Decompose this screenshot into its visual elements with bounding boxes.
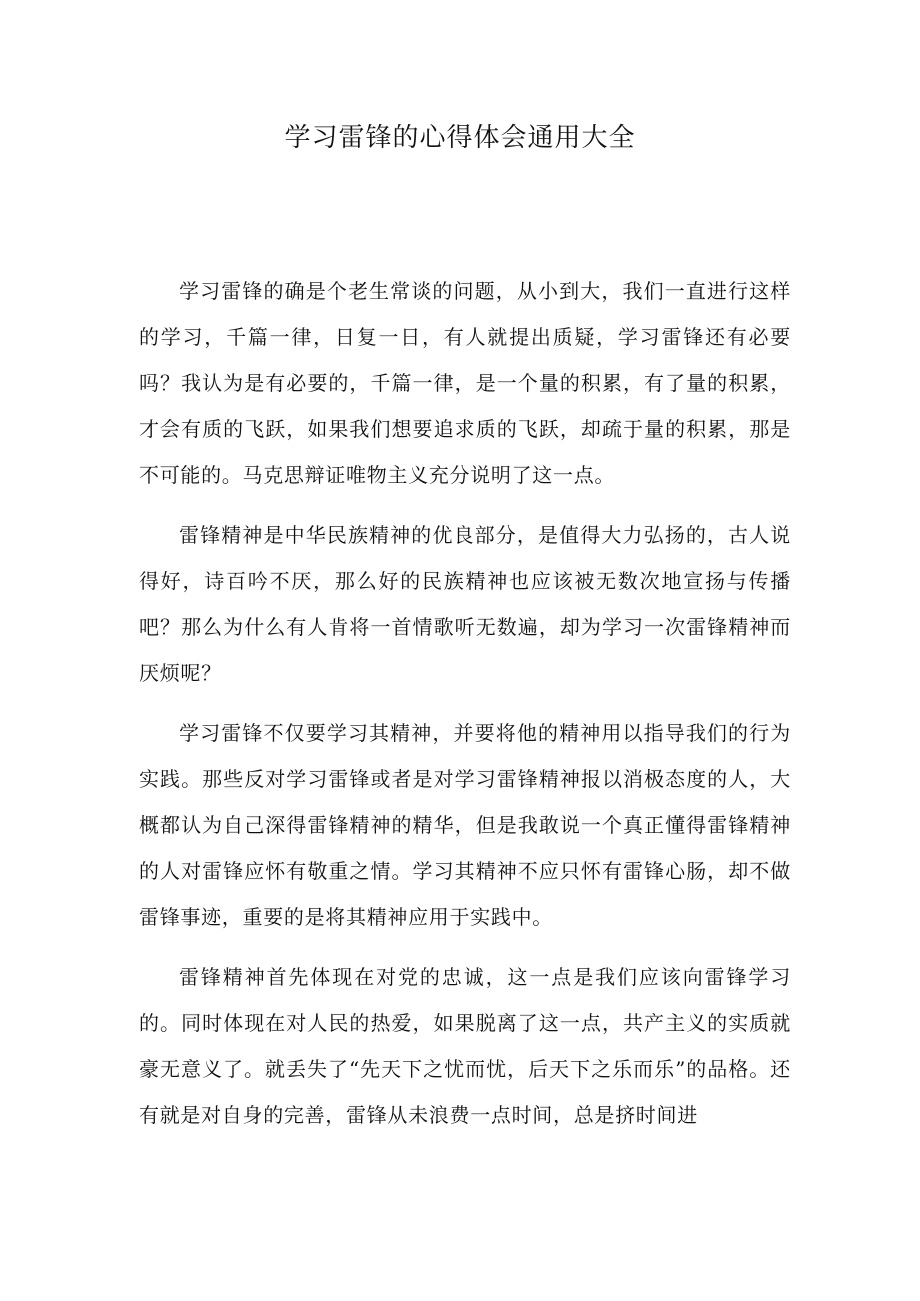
paragraph-2: 雷锋精神是中华民族精神的优良部分，是值得大力弘扬的，古人说得好，诗百吟不厌，那么好的民族精神也应该被无数次地宣扬与传播吧？那么为什么有人肯将一首情歌听无数遍，却为学习一次雷锋精神而厌烦呢？ (139, 523, 791, 685)
paragraph-1: 学习雷锋的确是个老生常谈的问题，从小到大，我们一直进行这样的学习，千篇一律，日复一日，有人就提出质疑，学习雷锋还有必要吗？我认为是有必要的，千篇一律，是一个量的积累，有了量的积累，才会有质的飞跃，如果我们想要追求质的飞跃，却疏于量的积累，那是不可能的。马克思辩证唯物主义充分说明了这一点。 (139, 279, 791, 487)
document-body (139, 268, 791, 1152)
paragraph-3: 学习雷锋不仅要学习其精神，并要将他的精神用以指导我们的行为实践。那些反对学习雷锋或者是对学习雷锋精神报以消极态度的人，大概都认为自己深得雷锋精神的精华，但是我敢说一个真正懂得雷锋精神的人对雷锋应怀有敬重之情。学习其精神不应只怀有雷锋心肠，却不做雷锋事迹，重要的是将其精神应用于实践中。 (139, 721, 791, 929)
document-title: 学习雷锋的心得体会通用大全 (284, 123, 636, 153)
paragraph-4: 雷锋精神首先体现在对党的忠诚，这一点是我们应该向雷锋学习的。同时体现在对人民的热爱，如果脱离了这一点，共产主义的实质就豪无意义了。就丢失了“先天下之忧而忧，后天下之乐而乐”的品格。还有就是对自身的完善，雷锋从未浪费一点时间，总是挤时间进 (139, 965, 791, 1127)
